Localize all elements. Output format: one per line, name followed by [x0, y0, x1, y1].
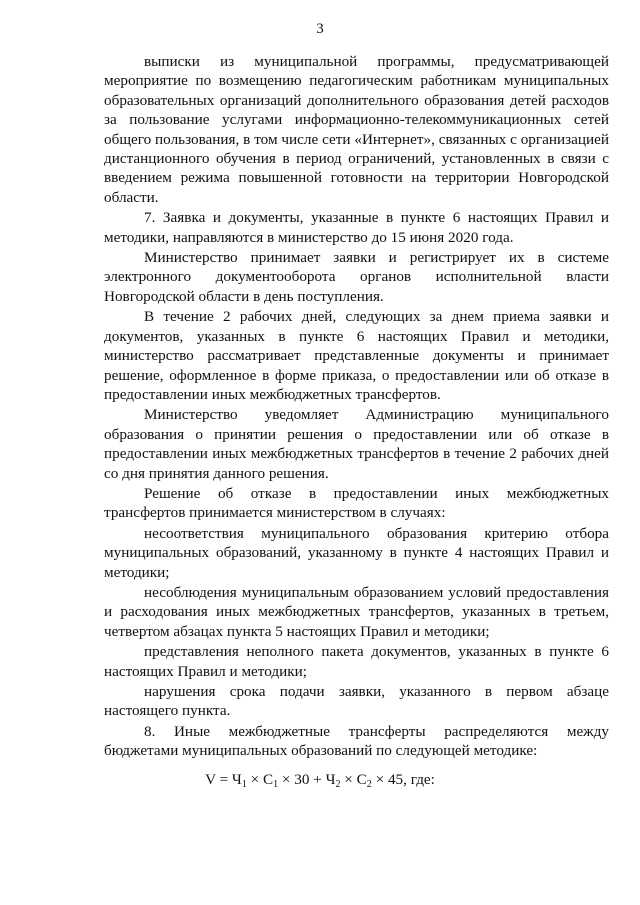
- page-number: 3: [316, 21, 324, 37]
- refusal-case-incomplete: представления неполного пакета документов, указанных в пункте 6 настоящих Правил и методики;: [104, 643, 609, 680]
- refusal-case-criterion: несоответствия муниципального образования критерию отбора муниципальных образований, указанному в пункте 4 настоящих Правил и методики;: [104, 524, 609, 581]
- formula-part: × С: [246, 771, 274, 788]
- formula-subscript: 2: [366, 779, 372, 790]
- paragraph-item-7: 7. Заявка и документы, указанные в пункте 6 настоящих Правил и методики, направляются в министерство до 15 июня 2020 года.: [104, 209, 609, 246]
- formula-part: V = Ч: [205, 771, 242, 788]
- formula-part: × С: [340, 771, 367, 788]
- paragraph-item-8: 8. Иные межбюджетные трансферты распределяются между бюджетами муниципальных образований по следующей методике:: [104, 722, 609, 760]
- refusal-case-conditions: несоблюдения муниципальным образованием условий предоставления и расходования иных межбюджетных трансфертов, указанных в третьем, четвертом абзацах пункта 5 настоящих Правил и методики;: [104, 583, 609, 640]
- paragraph-continuation: выписки из муниципальной программы, предусматривающей мероприятие по возмещению педагогическим работникам муниципальных образовательных организаций дополнительного образования детей расходов за пользование услугами информационно-телекоммуникационных сетей общего пользования, в том числе сети «Интернет», связанных с организацией дистанционного обучения в период ограничений, установленных в связи с введением режима повышенной готовности на территории Новгородской области.: [104, 53, 609, 206]
- paragraph-review-period: В течение 2 рабочих дней, следующих за днем приема заявки и документов, указанных в пункте 6 настоящих Правил и методики, министерство рассматривает представленные документы и принимает решение, оформленное в форме приказа, о предоставлении или об отказе в предоставлении иных межбюджетных трансфертов.: [104, 308, 609, 403]
- paragraph-refusal-cases: Решение об отказе в предоставлении иных межбюджетных трансфертов принимается министерством в случаях:: [104, 484, 609, 522]
- formula-subscript: 1: [273, 779, 279, 790]
- refusal-case-deadline: нарушения срока подачи заявки, указанного в первом абзаце настоящего пункта.: [104, 683, 609, 720]
- formula-part: × 30 + Ч: [278, 771, 336, 788]
- paragraph-registration: Министерство принимает заявки и регистрирует их в системе электронного документооборота органов исполнительной власти Новгородской области в день поступления.: [104, 249, 609, 305]
- document-body: [104, 52, 609, 762]
- formula-subscript: 2: [335, 779, 341, 790]
- formula-subscript: 1: [241, 779, 247, 790]
- formula-part: × 45, где:: [371, 771, 435, 788]
- distribution-formula: [0, 770, 640, 795]
- paragraph-notification: Министерство уведомляет Администрацию муниципального образования о принятии решения о предоставлении или об отказе в предоставлении иных межбюджетных трансфертов в течение 2 рабочих дней со дня принятия данного решения.: [104, 406, 609, 482]
